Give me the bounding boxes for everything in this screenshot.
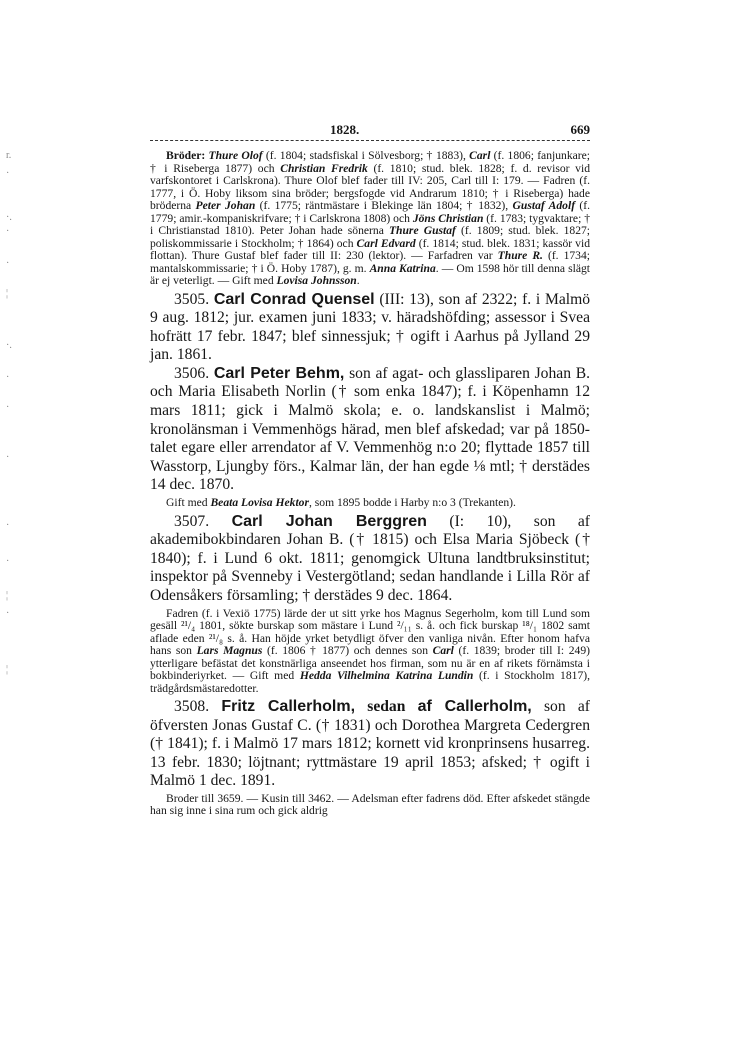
margin-mark: ·. — [6, 340, 12, 351]
margin-mark: · — [6, 258, 10, 269]
entry-text: (f. 1810; stud. blek. 1828; f. d. revisor vid varfskontoret i Carlskrona). Thure Olof blef fader till IV: 205, Carl till I: 179. — Fadren (f. 1777, i Ö. Hoby liksom sina bröder; bergsfogde vid Andrarum 1810; † i Riseberga) hade bröderna — [150, 161, 590, 212]
entry-text: (f. 1775; räntmästare i Blekinge län 1804; † 1832), — [255, 199, 513, 212]
entry-3507 — [150, 513, 590, 606]
person-name: Thure R. — [497, 249, 543, 262]
margin-mark: ¦ — [6, 664, 9, 675]
entry-text: son af agat- och glassliparen Johan B. och Maria Elisabeth Norlin († som enka 1847); f. i Köpenhamn 12 mars 1811; gick i Malmö skola; e. o. landskanslist i Malmö; kronolänsman i Vemmenhögs härad, men blef afskedad; var på 1850-talet egare eller arrendator af V. Vemmenhög n:o 20; flyttade 1857 till Wasstorp, Ljungby förs., Kalmar län, der han egde ⅛ mtl; † derstädes 14 dec. 1870. — [150, 364, 591, 494]
entry-3507-note — [150, 608, 590, 696]
person-name: Carl Edvard — [356, 236, 416, 250]
entry-text: (f. 1734; mantalskommissarie; † i Ö. Hoby 1787), g. m. — [150, 249, 590, 275]
entry-text: (f. 1806; fanjunkare; † i Riseberga 1877) och — [150, 149, 590, 175]
entry-name: Fritz Callerholm, — [221, 698, 356, 715]
person-name: Anna Katrina — [369, 261, 436, 275]
person-name: Beata Lovisa Hektor — [210, 496, 309, 510]
entry-text: (f. 1809; stud. blek. 1827; poliskommissarie i Stockholm; † 1864) och — [150, 224, 591, 250]
person-name: Carl — [469, 149, 491, 162]
running-header — [150, 122, 592, 138]
person-name: Lars Magnus — [196, 644, 263, 657]
person-name: Thure Gustaf — [388, 224, 456, 237]
margin-mark: ¦ — [6, 590, 9, 601]
entry-name: Carl Johan Berggren — [231, 512, 427, 530]
entry-number: 3507. — [174, 512, 210, 530]
note-text: Gift med — [166, 496, 211, 510]
margin-mark: · — [6, 168, 10, 179]
person-name: Lovisa Johnsson — [276, 274, 357, 287]
margin-mark: ·. — [6, 212, 12, 223]
margin-mark: · — [6, 556, 10, 567]
entry-text: sedan — [355, 698, 418, 715]
person-name: Gustaf Adolf — [512, 199, 576, 212]
note-text: (f. i Stockholm 1817), trädgårdsmästaredotter. — [150, 669, 590, 695]
entry-3506 — [150, 365, 590, 495]
entry-number: 3505. — [174, 290, 210, 308]
entry-text: (f. 1814; stud. blek. 1831; kassör vid flottan). Thure Gustaf blef fader till II: 230 (lektor). — Farfadren var — [150, 236, 590, 262]
entry-text: . — Om 1598 hör till denna slägt är ej veterligt. — Gift med — [150, 261, 590, 287]
entry-text: (f. 1783; tygvaktare; † i Christianstad 1810). Peter Johan hade sönerna — [150, 211, 590, 237]
entry-text: son af öfversten Jonas Gustaf C. († 1831) och Dorothea Margreta Cedergren († 1841); f. i Malmö 17 mars 1812; kornett vid kronprinsens husarreg. 13 febr. 1830; löjtnant; ryttmästare 19 april 1853; afsked; † ogift i Malmö 1 dec. 1891. — [150, 698, 590, 790]
siblings-label: Bröder: — [166, 149, 206, 162]
person-name: Jöns Christian — [412, 211, 484, 225]
person-name: Thure Olof — [208, 149, 263, 162]
entry-text: (I: 10), son af akademibokbindaren Johan B. († 1815) och Elsa Maria Sjöbeck († 1840); f. i Lund 6 okt. 1811; genomgick Ultuna landtbruksinstitut; inspektor på Svenneby i Vestergötland; sedan handlande i Lilla Rör af Odensåkers församling; † derstädes 9 dec. 1864. — [150, 512, 590, 604]
note-text: (f. 1839; broder till I: 249) ytterligare befästat det konstnärliga anseendet hos firman, som nu är en af rikets förnämsta i bokbinderiyrket. — Gift med — [150, 644, 590, 682]
entry-name: Carl Peter Behm, — [213, 364, 345, 382]
entry-text: . — [356, 274, 360, 287]
header-rule — [150, 140, 590, 141]
margin-mark: · — [6, 402, 10, 413]
left-margin-artifacts — [0, 0, 30, 1064]
person-name: Carl — [432, 644, 454, 657]
entry-3505 — [150, 291, 590, 365]
margin-mark: r. — [6, 150, 12, 161]
entry-text: (f. 1804; stadsfiskal i Sölvesborg; † 1883), — [262, 149, 470, 162]
margin-mark: · — [6, 226, 10, 237]
person-name: Christian Fredrik — [280, 161, 368, 175]
margin-mark: · — [6, 452, 10, 463]
entry-text: (f. 1779; amir.-kompaniskrifvare; † i Carlskrona 1808) och — [150, 199, 591, 225]
note-text: , som 1895 bodde i Harby n:o 3 (Trekanten). — [308, 496, 516, 510]
entry-name-noble: af Callerholm, — [417, 698, 532, 715]
person-name: Hedda Vilhelmina Katrina Lundin — [299, 669, 474, 682]
margin-mark: · — [6, 520, 10, 531]
note-text: (f. 1806 † 1877) och dennes son — [262, 644, 433, 657]
person-name: Peter Johan — [195, 199, 256, 212]
header-year: 1828. — [330, 122, 360, 137]
margin-mark: · — [6, 372, 10, 383]
page-number: 669 — [570, 122, 590, 137]
entry-number: 3506. — [174, 364, 210, 382]
note-text: Fadren (f. i Vexiö 1775) lärde der ut sitt yrke hos Magnus Segerholm, kom till Lund som gesäll ²¹/₄ 1801, sökte burskap som mästare i Lund ²/₁₁ s. å. och fick burskap ¹⁸/₁ 1802 samt aflade eden ²¹/₈ s. å. Han höjde yrket betydligt öfver den vanliga nivån. Efter honom hafva hans son — [150, 606, 590, 657]
entry-3508-note: Broder till 3659. — Kusin till 3462. — Adelsman efter fadrens död. Efter afskedet stängde han sig inne i sina rum och gick aldrig — [150, 791, 590, 818]
margin-mark: ¦ — [6, 288, 9, 299]
entry-name: Carl Conrad Quensel — [213, 290, 375, 308]
margin-mark: · — [6, 608, 10, 619]
entry-3508 — [150, 698, 590, 791]
entry-text: (III: 13), son af 2322; f. i Malmö 9 aug. 1812; jur. examen juni 1833; v. häradshöfding; assessor i Svea hofrätt 17 febr. 1847; blef sinnessjuk; † ogift i Aarhus på Jylland 29 jan. 1861. — [150, 290, 590, 364]
entry-3506-note — [150, 497, 590, 510]
entry-continuation — [150, 150, 590, 288]
entry-number: 3508. — [174, 698, 210, 715]
text-column — [150, 150, 590, 818]
